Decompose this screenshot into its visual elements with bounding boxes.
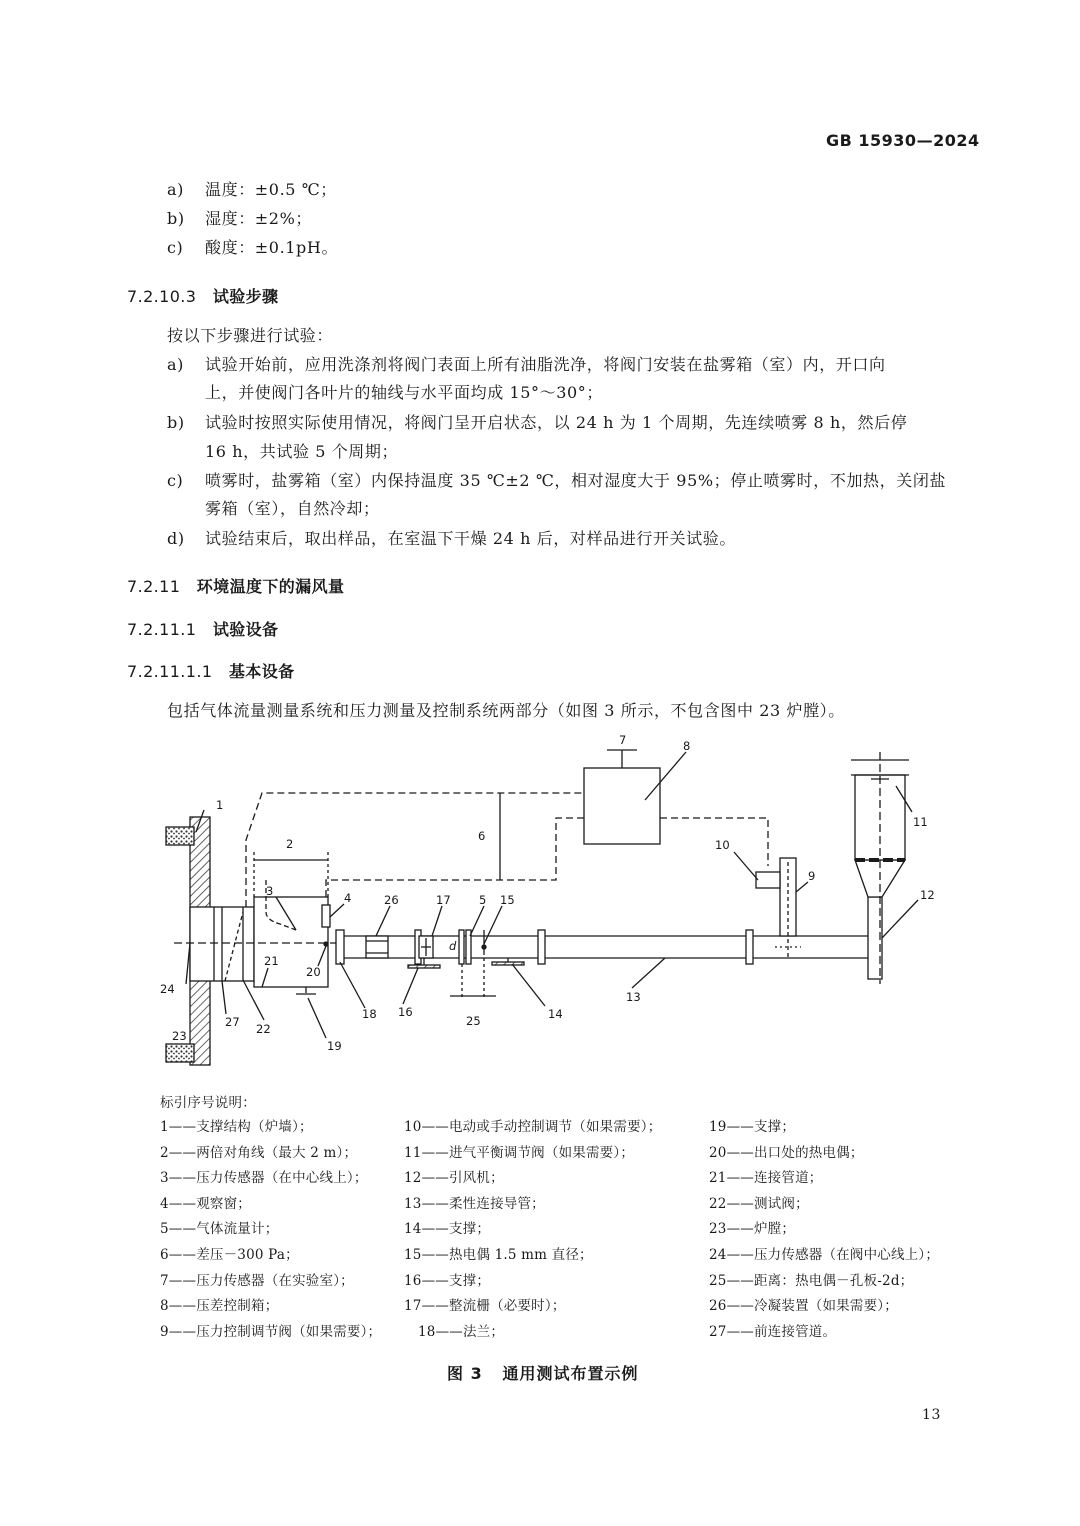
legend-item: 21——连接管道； <box>709 1170 823 1186</box>
legend-item: 17——整流栅（必要时）； <box>404 1298 566 1314</box>
label-24: 24 <box>160 982 175 996</box>
label-2: 2 <box>286 837 294 851</box>
label-17: 17 <box>436 893 451 907</box>
section-number: 7.2.11.1.1 <box>127 662 213 681</box>
figure-title: 通用测试布置示例 <box>502 1364 639 1383</box>
legend-item: 1——支撑结构（炉墙）； <box>160 1119 313 1135</box>
legend-item: 2——两倍对角线（最大 2 m）； <box>160 1145 358 1161</box>
label-4: 4 <box>344 891 352 905</box>
step-line: 试验开始前，应用洗涤剂将阀门表面上所有油脂洗净，将阀门安装在盐雾箱（室）内，开口向 <box>205 355 886 374</box>
legend-item: 23——炉膛； <box>709 1221 796 1237</box>
label-21: 21 <box>264 954 279 968</box>
label-13: 13 <box>626 990 641 1004</box>
section-title: 试验设备 <box>212 620 279 639</box>
label-8: 8 <box>683 739 691 753</box>
label-11: 11 <box>913 815 928 829</box>
control-actuator <box>756 872 780 888</box>
label-16: 16 <box>398 1005 413 1019</box>
legend-item: 27——前连接管道。 <box>709 1324 837 1340</box>
label-27: 27 <box>225 1015 240 1029</box>
legend-item: 26——冷凝装置（如果需要）； <box>709 1298 898 1314</box>
label-25: 25 <box>466 1014 481 1028</box>
insulation-bottom <box>166 1044 194 1062</box>
cooling-device <box>366 936 388 958</box>
legend-item: 15——热电偶 1.5 mm 直径； <box>404 1247 593 1263</box>
section-heading-7-2-11 <box>127 574 344 597</box>
label-5: 5 <box>479 893 487 907</box>
legend-item: 14——支撑； <box>404 1221 491 1237</box>
legend-item: 4——观察窗； <box>160 1196 251 1212</box>
label-7: 7 <box>619 733 627 747</box>
label-23: 23 <box>172 1029 187 1043</box>
test-layout-diagram <box>0 720 1080 1070</box>
legend-item: 8——压差控制箱； <box>160 1298 279 1314</box>
legend-item: 16——支撑； <box>404 1273 491 1289</box>
list-item: 酸度：±0.1pH。 <box>205 238 339 257</box>
legend-item: 7——压力传感器（在实验室）； <box>160 1273 354 1289</box>
section-title: 环境温度下的漏风量 <box>196 577 345 596</box>
step-marker: d) <box>167 529 185 548</box>
legend-item: 9——压力控制调节阀（如果需要）； <box>160 1324 382 1340</box>
step-line: 上，并使阀门各叶片的轴线与水平面均成 15°～30°； <box>205 383 604 402</box>
label-6: 6 <box>478 829 486 843</box>
legend-item: 5——气体流量计； <box>160 1221 279 1237</box>
legend-item: 25——距离：热电偶－孔板-2d； <box>709 1273 914 1289</box>
label-14: 14 <box>548 1007 563 1021</box>
label-12: 12 <box>920 888 935 902</box>
step-marker: b) <box>167 413 185 432</box>
label-19: 19 <box>327 1039 342 1053</box>
step-line: 试验时按照实际使用情况，将阀门呈开启状态，以 24 h 为 1 个周期，先连续喷雾 8 h，然后停 <box>205 413 908 432</box>
label-1: 1 <box>216 798 224 812</box>
step-line: 试验结束后，取出样品，在室温下干燥 24 h 后，对样品进行开关试验。 <box>205 529 736 548</box>
section-title: 基本设备 <box>228 662 295 681</box>
label-15: 15 <box>500 893 515 907</box>
section-heading-7-2-11-1 <box>127 617 278 640</box>
list-item-marker: a) <box>167 180 184 199</box>
label-18: 18 <box>362 1007 377 1021</box>
standard-code: GB 15930—2024 <box>826 131 980 150</box>
page-number: 13 <box>922 1407 942 1423</box>
list-item-marker: b) <box>167 209 185 228</box>
section-title: 试验步骤 <box>212 287 279 306</box>
section-number: 7.2.11 <box>127 577 181 596</box>
legend-item: 11——进气平衡调节阀（如果需要）； <box>404 1145 635 1161</box>
section-number: 7.2.10.3 <box>127 287 197 306</box>
pressure-control-box <box>584 768 660 844</box>
legend-item: 13——柔性连接导管； <box>404 1196 545 1212</box>
legend-item: 18——法兰； <box>418 1324 505 1340</box>
figure-caption <box>447 1361 638 1384</box>
label-26: 26 <box>384 893 399 907</box>
observation-window <box>322 905 330 927</box>
legend-item: 19——支撑； <box>709 1119 796 1135</box>
section-heading-7-2-11-1-1 <box>127 659 295 682</box>
diagram-labels <box>160 733 935 1053</box>
step-marker: c) <box>167 471 184 490</box>
label-10: 10 <box>715 838 730 852</box>
step-line: 雾箱（室），自然冷却； <box>205 499 380 518</box>
legend-item: 6——差压－300 Pa； <box>160 1247 299 1263</box>
label-22: 22 <box>256 1022 271 1036</box>
step-marker: a) <box>167 355 184 374</box>
list-item-marker: c) <box>167 238 184 257</box>
label-3: 3 <box>266 884 274 898</box>
list-item: 温度：±0.5 ℃； <box>205 180 337 199</box>
intro-text: 按以下步骤进行试验： <box>167 326 334 345</box>
legend-item: 3——压力传感器（在中心线上）； <box>160 1170 368 1186</box>
legend-item: 10——电动或手动控制调节（如果需要）； <box>404 1119 662 1135</box>
step-line: 喷雾时，盐雾箱（室）内保持温度 35 ℃±2 ℃，相对湿度大于 95%；停止喷雾时，不加热，关闭盐 <box>205 471 947 490</box>
legend-item: 22——测试阀； <box>709 1196 809 1212</box>
legend-title: 标引序号说明： <box>160 1095 256 1111</box>
label-20: 20 <box>306 965 321 979</box>
dimension-d-label: d <box>449 939 457 953</box>
section-number: 7.2.11.1 <box>127 620 197 639</box>
step-line: 16 h，共试验 5 个周期； <box>205 442 399 461</box>
legend-item: 24——压力传感器（在阀中心线上）； <box>709 1247 940 1263</box>
legend-item: 12——引风机； <box>404 1170 504 1186</box>
figure-number: 图 3 <box>447 1364 483 1383</box>
legend-item: 20——出口处的热电偶； <box>709 1145 864 1161</box>
list-item: 湿度：±2%； <box>205 209 312 228</box>
insulation-top <box>166 827 194 845</box>
section-heading-7-2-10-3 <box>127 284 278 307</box>
body-paragraph: 包括气体流量测量系统和压力测量及控制系统两部分（如图 3 所示，不包含图中 23 炉膛）。 <box>167 701 845 720</box>
label-9: 9 <box>808 869 816 883</box>
